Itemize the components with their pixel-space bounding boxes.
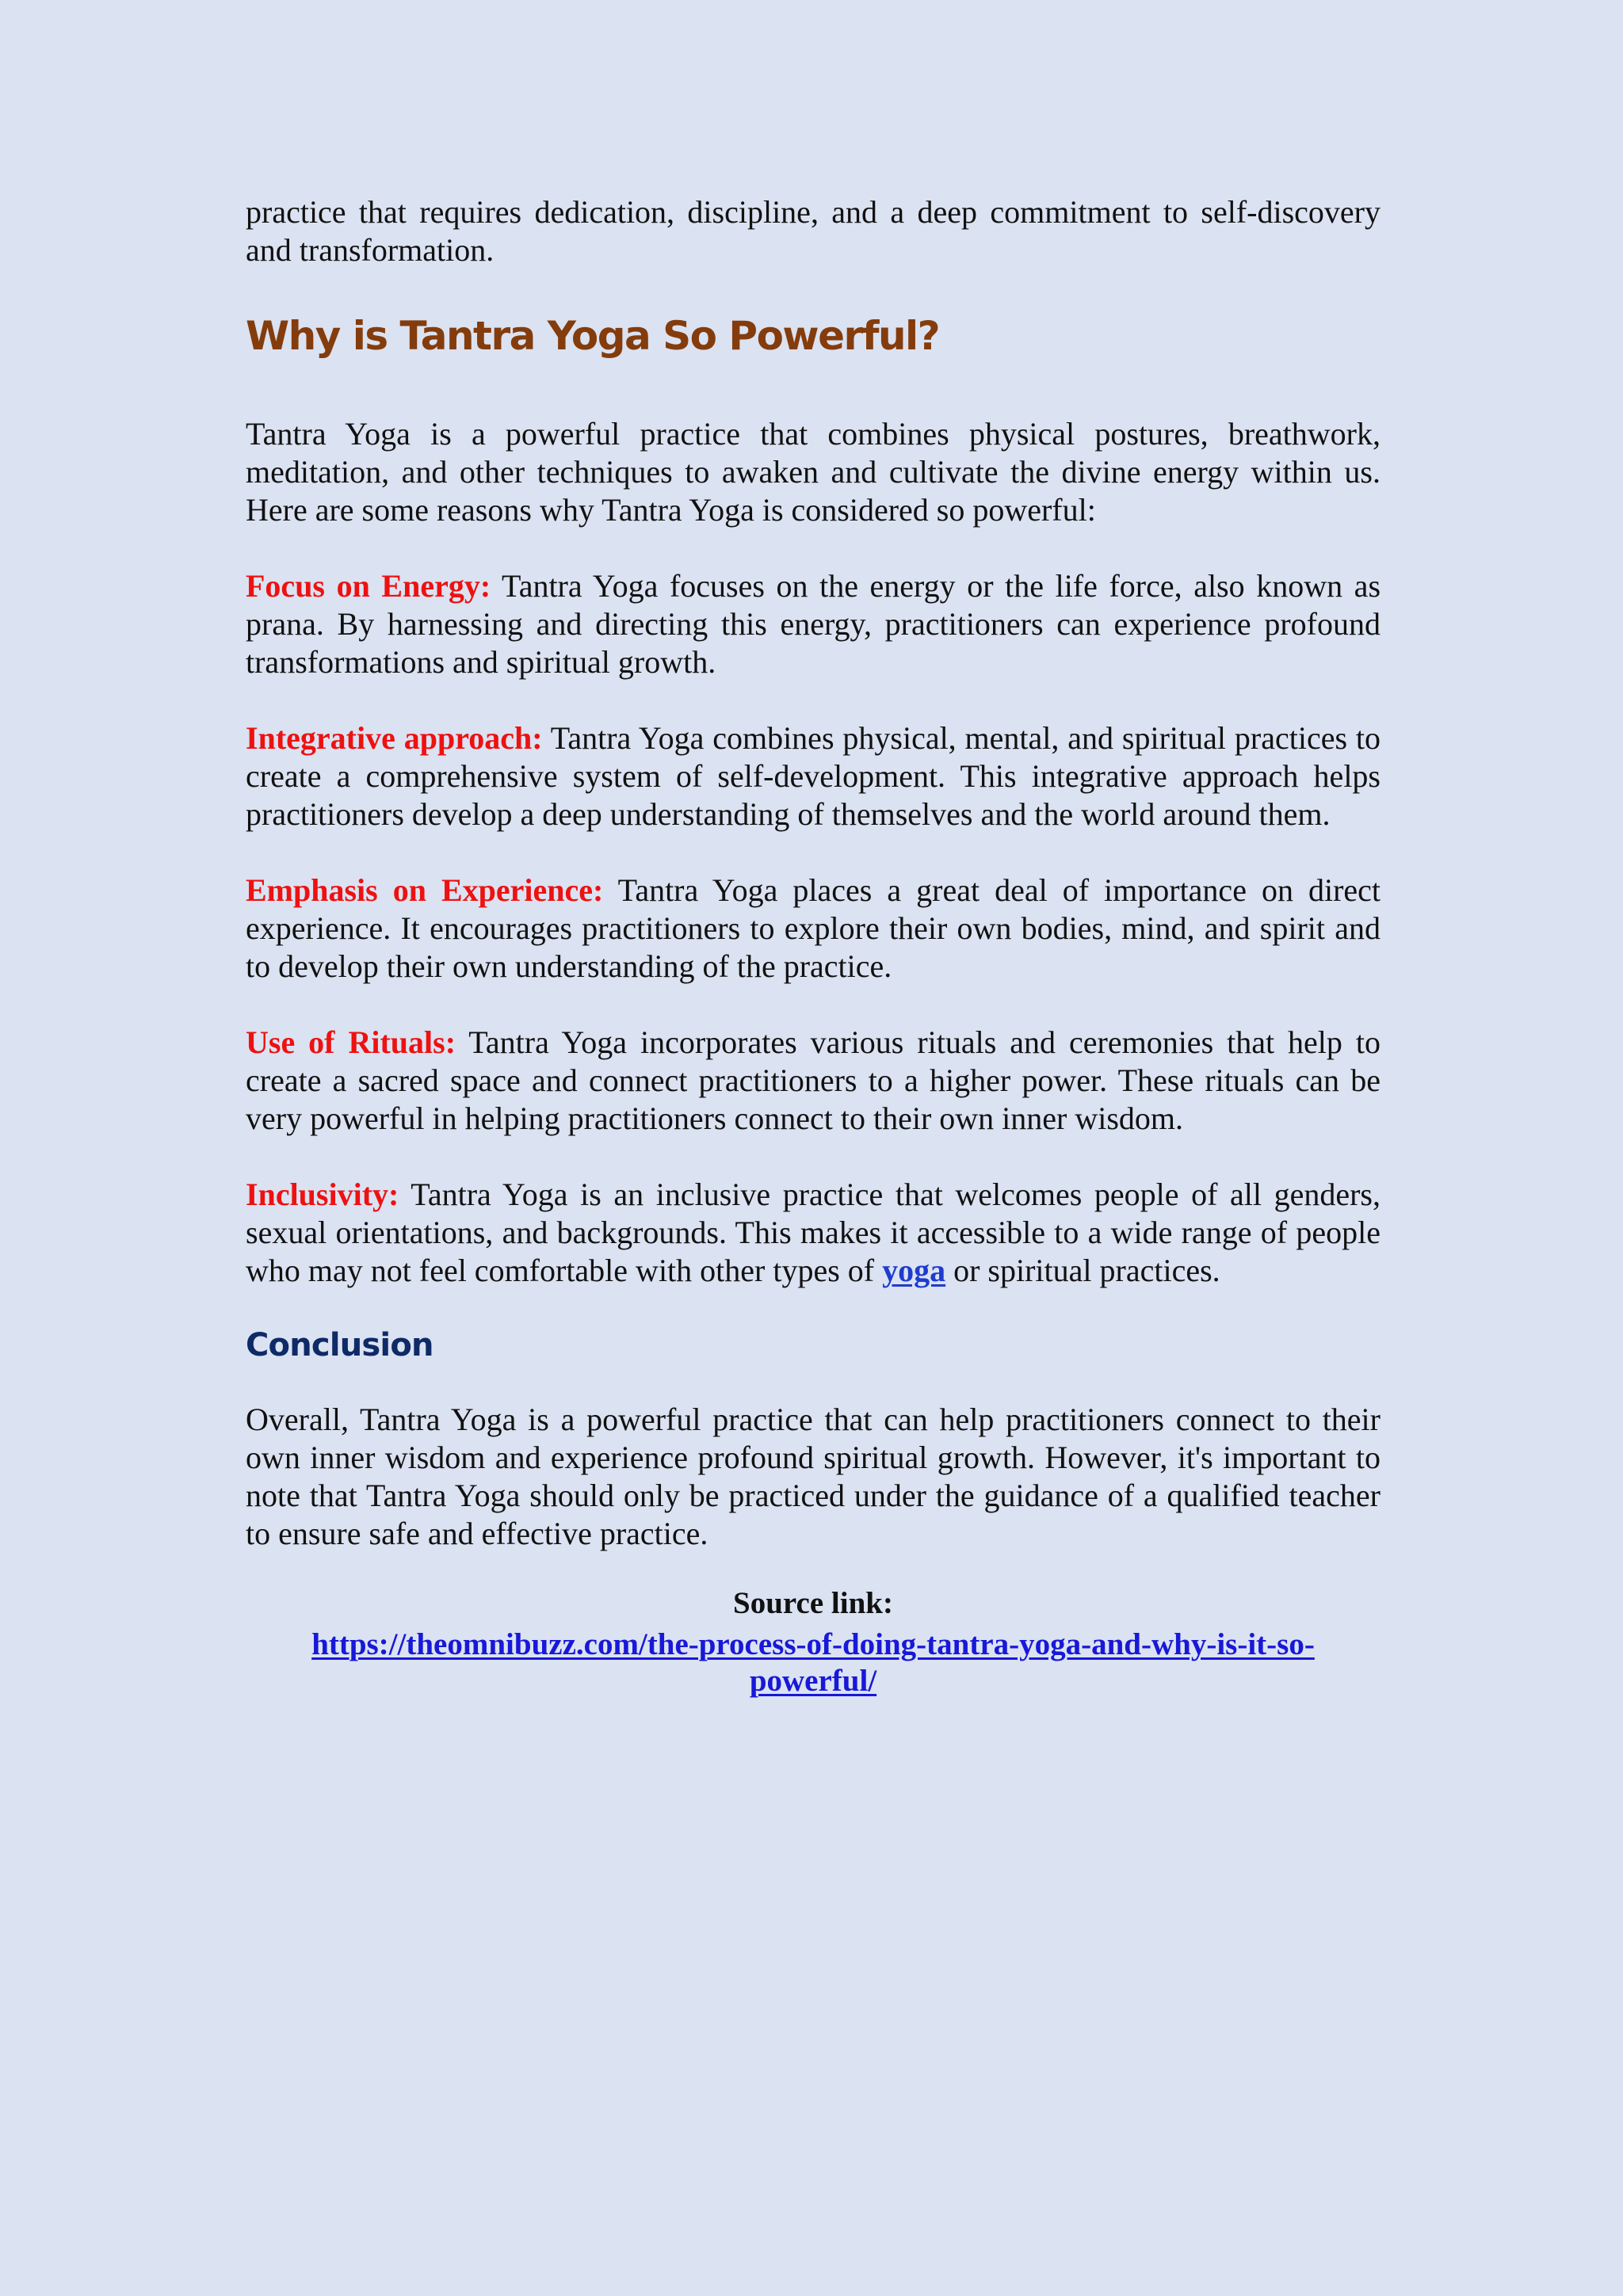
item-text: Tantra Yoga focuses on the energy or the life force, also known as prana. By harnessing and directing this energy, practitioners can experience profound transformations and spiritual growth. bbox=[246, 568, 1381, 680]
item-term: Integrative approach: bbox=[246, 720, 543, 756]
item-term: Focus on Energy: bbox=[246, 568, 491, 604]
conclusion-heading: Conclusion bbox=[246, 1327, 433, 1363]
source-link[interactable]: https://theomnibuzz.com/the-process-of-doing-tantra-yoga-and-why-is-it-so-powerful/ bbox=[311, 1627, 1315, 1698]
intro-paragraph: practice that requires dedication, discipline, and a deep commitment to self-discovery and transformation. bbox=[246, 194, 1381, 268]
item-inclusivity bbox=[246, 1176, 1381, 1290]
lead-paragraph: Tantra Yoga is a powerful practice that combines physical postures, breathwork, meditation, and other techniques to awaken and cultivate the divine energy within us. Here are some reasons why Tantra Yoga is considered so powerful: bbox=[246, 416, 1381, 528]
yoga-link[interactable]: yoga bbox=[882, 1253, 946, 1288]
item-text: Tantra Yoga combines physical, mental, and spiritual practices to create a comprehensive system of self-development. This integrative approach helps practitioners develop a deep understanding of themselves and the world around them. bbox=[246, 720, 1381, 832]
item-text-after: or spiritual practices. bbox=[953, 1253, 1220, 1288]
item-emphasis-on-experience bbox=[246, 871, 1381, 986]
source-block bbox=[246, 1585, 1381, 1699]
item-term: Emphasis on Experience: bbox=[246, 872, 604, 908]
conclusion-paragraph: Overall, Tantra Yoga is a powerful practice that can help practitioners connect to their own inner wisdom and experience profound spiritual growth. However, it's important to note that Tantra Yoga should only be practiced under the guidance of a qualified teacher to ensure safe and effective practice. bbox=[246, 1402, 1381, 1551]
item-term: Use of Rituals: bbox=[246, 1024, 456, 1060]
item-focus-on-energy bbox=[246, 567, 1381, 681]
item-text-before: Tantra Yoga is an inclusive practice that welcomes people of all genders, sexual orientations, and backgrounds. This makes it accessible to a wide range of people who may not feel comfortable with other types of bbox=[246, 1177, 1381, 1288]
item-use-of-rituals bbox=[246, 1024, 1381, 1138]
source-label: Source link: bbox=[733, 1586, 893, 1620]
item-integrative-approach bbox=[246, 719, 1381, 833]
section-heading: Why is Tantra Yoga So Powerful? bbox=[246, 313, 940, 359]
item-text: Tantra Yoga places a great deal of importance on direct experience. It encourages practitioners to explore their own bodies, mind, and spirit and to develop their own understanding of the practice. bbox=[246, 872, 1381, 984]
item-term: Inclusivity: bbox=[246, 1177, 399, 1212]
item-text: Tantra Yoga incorporates various rituals and ceremonies that help to create a sacred space and connect practitioners to a higher power. These rituals can be very powerful in helping practitioners connect to their own inner wisdom. bbox=[246, 1024, 1381, 1136]
document-page bbox=[246, 193, 1381, 1699]
